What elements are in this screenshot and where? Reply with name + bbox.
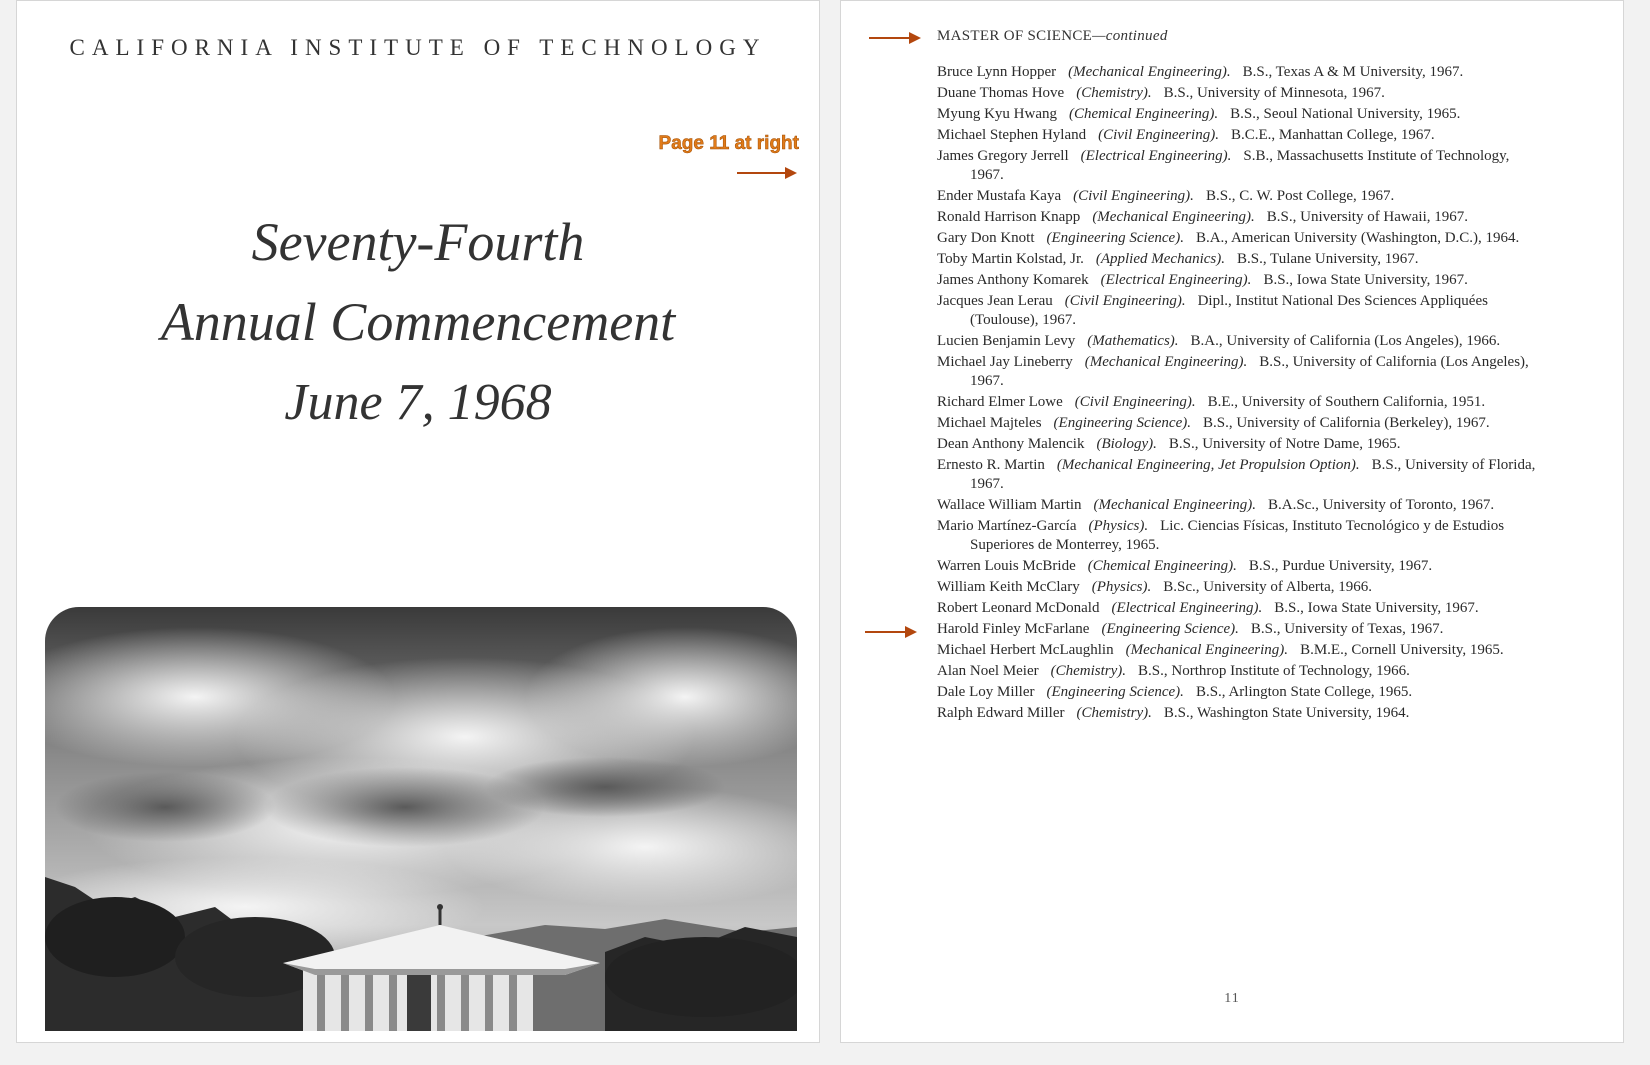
graduate-name: Myung Kyu Hwang — [937, 106, 1057, 122]
department: (Mechanical Engineering). — [1068, 64, 1231, 80]
prior-degree: B.S., University of Texas, 1967. — [1250, 621, 1444, 637]
prior-degree: B.S., Iowa State University, 1967. — [1263, 272, 1468, 288]
department: (Engineering Science). — [1101, 621, 1239, 637]
graduate-name: Ender Mustafa Kaya — [937, 188, 1062, 204]
list-item — [937, 517, 1537, 555]
prior-degree: B.S., Purdue University, 1967. — [1248, 558, 1433, 574]
graduate-name: Gary Don Knott — [937, 230, 1035, 246]
prior-degree: B.A.Sc., University of Toronto, 1967. — [1267, 497, 1495, 513]
graduate-name: Mario Martínez-García — [937, 518, 1077, 534]
department: (Civil Engineering). — [1098, 127, 1219, 143]
prior-degree: B.S., Washington State University, 1964. — [1163, 705, 1410, 721]
graduate-name: Michael Majteles — [937, 415, 1042, 431]
graduate-name: Alan Noel Meier — [937, 663, 1039, 679]
graduate-name: Wallace William Martin — [937, 497, 1082, 513]
prior-degree: B.S., Northrop Institute of Technology, 1966. — [1138, 663, 1410, 679]
list-item — [937, 229, 1537, 248]
prior-degree: B.Sc., University of Alberta, 1966. — [1163, 579, 1372, 595]
graduate-list — [937, 63, 1537, 725]
prior-degree: B.S., Texas A & M University, 1967. — [1242, 64, 1464, 80]
prior-degree: Lic. Ciencias Físicas, Instituto Tecnológico y de Estudios Superiores de Monterrey, 1965. — [970, 518, 1505, 553]
list-item — [937, 84, 1537, 103]
list-item — [937, 456, 1537, 494]
list-item — [937, 599, 1537, 618]
title-date: June 7, 1968 — [284, 374, 552, 431]
graduate-name: Robert Leonard McDonald — [937, 600, 1100, 616]
prior-degree: B.S., C. W. Post College, 1967. — [1205, 188, 1395, 204]
department: (Mechanical Engineering). — [1093, 497, 1256, 513]
department: (Applied Mechanics). — [1095, 251, 1225, 267]
department: (Physics). — [1088, 518, 1149, 534]
title-line-2: Annual Commencement — [160, 292, 676, 352]
prior-degree: B.S., University of Florida, 1967. — [970, 457, 1536, 492]
department: (Civil Engineering). — [1073, 188, 1194, 204]
prior-degree: B.S., University of California (Los Angeles), 1967. — [970, 354, 1529, 389]
list-item — [937, 557, 1537, 576]
list-item — [937, 271, 1537, 290]
prior-degree: B.S., Seoul National University, 1965. — [1230, 106, 1461, 122]
list-item — [937, 292, 1537, 330]
graduate-name: Dean Anthony Malencik — [937, 436, 1085, 452]
department: (Electrical Engineering). — [1100, 272, 1252, 288]
campus-photo — [45, 607, 797, 1031]
prior-degree: B.S., Arlington State College, 1965. — [1195, 684, 1413, 700]
list-item — [937, 250, 1537, 269]
department: (Civil Engineering). — [1064, 293, 1186, 309]
department: (Chemical Engineering). — [1087, 558, 1237, 574]
graduate-name: Ronald Harrison Knapp — [937, 209, 1081, 225]
prior-degree: B.S., University of Hawaii, 1967. — [1266, 209, 1468, 225]
department: (Chemical Engineering). — [1069, 106, 1219, 122]
department: (Electrical Engineering). — [1080, 148, 1232, 164]
department: (Chemistry). — [1076, 85, 1152, 101]
list-item — [937, 353, 1537, 391]
arrow-right-icon — [869, 31, 921, 45]
department: (Mathematics). — [1087, 333, 1179, 349]
list-item — [937, 105, 1537, 124]
section-heading — [937, 28, 1168, 45]
graduate-name: James Gregory Jerrell — [937, 148, 1069, 164]
arrow-right-icon — [865, 625, 917, 639]
institution-name: CALIFORNIA INSTITUTE OF TECHNOLOGY — [69, 35, 767, 60]
list-item — [937, 683, 1537, 702]
department: (Mechanical Engineering, Jet Propulsion Option). — [1056, 457, 1360, 473]
graduate-name: Bruce Lynn Hopper — [937, 64, 1057, 80]
prior-degree: B.S., University of Notre Dame, 1965. — [1168, 436, 1401, 452]
graduate-name: Warren Louis McBride — [937, 558, 1076, 574]
department: (Biology). — [1096, 436, 1157, 452]
graduate-name: Dale Loy Miller — [937, 684, 1035, 700]
list-item — [937, 435, 1537, 454]
graduate-name: Harold Finley McFarlane — [937, 621, 1090, 637]
graduate-name: Jacques Jean Lerau — [937, 293, 1053, 309]
graduate-name: Michael Herbert McLaughlin — [937, 642, 1114, 658]
graduate-name: Duane Thomas Hove — [937, 85, 1065, 101]
graduate-name: Michael Jay Lineberry — [937, 354, 1073, 370]
prior-degree: B.S., University of Minnesota, 1967. — [1163, 85, 1385, 101]
heading-main: MASTER OF SCIENCE — [937, 28, 1093, 44]
list-item — [937, 704, 1537, 723]
cover-page — [16, 0, 820, 1043]
annotation-arrow-icon — [737, 166, 797, 180]
page-annotation: Page 11 at right — [658, 133, 799, 154]
department: (Chemistry). — [1050, 663, 1127, 679]
prior-degree: B.E., University of Southern California, 1951. — [1207, 394, 1486, 410]
graduate-name: James Anthony Komarek — [937, 272, 1089, 288]
list-item — [937, 63, 1537, 82]
list-item — [937, 208, 1537, 227]
graduate-name: Toby Martin Kolstad, Jr. — [937, 251, 1084, 267]
department: (Civil Engineering). — [1074, 394, 1196, 410]
department: (Engineering Science). — [1046, 684, 1184, 700]
graduate-name: Lucien Benjamin Levy — [937, 333, 1076, 349]
list-item — [937, 662, 1537, 681]
page-number: 11 — [1224, 991, 1240, 1006]
degree-list-page — [840, 0, 1624, 1043]
graduate-name: Ernesto R. Martin — [937, 457, 1045, 473]
prior-degree: S.B., Massachusetts Institute of Technology, 1967. — [970, 148, 1510, 183]
list-item — [937, 126, 1537, 145]
title-line-1: Seventy-Fourth — [251, 212, 585, 272]
prior-degree: B.S., Iowa State University, 1967. — [1274, 600, 1479, 616]
graduate-name: Ralph Edward Miller — [937, 705, 1065, 721]
prior-degree: B.S., Tulane University, 1967. — [1236, 251, 1419, 267]
list-item — [937, 414, 1537, 433]
department: (Chemistry). — [1076, 705, 1152, 721]
list-item — [937, 496, 1537, 515]
prior-degree: B.M.E., Cornell University, 1965. — [1300, 642, 1504, 658]
prior-degree: B.C.E., Manhattan College, 1967. — [1230, 127, 1435, 143]
department: (Mechanical Engineering). — [1125, 642, 1289, 658]
department: (Engineering Science). — [1053, 415, 1191, 431]
prior-degree: B.A., University of California (Los Angeles), 1966. — [1190, 333, 1501, 349]
department: (Mechanical Engineering). — [1084, 354, 1248, 370]
list-item — [937, 578, 1537, 597]
department: (Physics). — [1091, 579, 1152, 595]
list-item — [937, 147, 1537, 185]
list-item — [937, 187, 1537, 206]
list-item — [937, 332, 1537, 351]
list-item — [937, 620, 1537, 639]
heading-continued: —continued — [1092, 28, 1168, 44]
graduate-name: Michael Stephen Hyland — [937, 127, 1087, 143]
prior-degree: Dipl., Institut National Des Sciences Appliquées (Toulouse), 1967. — [970, 293, 1488, 328]
prior-degree: B.S., University of California (Berkeley), 1967. — [1203, 415, 1490, 431]
prior-degree: B.A., American University (Washington, D.C.), 1964. — [1195, 230, 1520, 246]
department: (Mechanical Engineering). — [1092, 209, 1255, 225]
graduate-name: Richard Elmer Lowe — [937, 394, 1063, 410]
list-item — [937, 393, 1537, 412]
department: (Electrical Engineering). — [1111, 600, 1263, 616]
list-item — [937, 641, 1537, 660]
department: (Engineering Science). — [1046, 230, 1184, 246]
graduate-name: William Keith McClary — [937, 579, 1080, 595]
